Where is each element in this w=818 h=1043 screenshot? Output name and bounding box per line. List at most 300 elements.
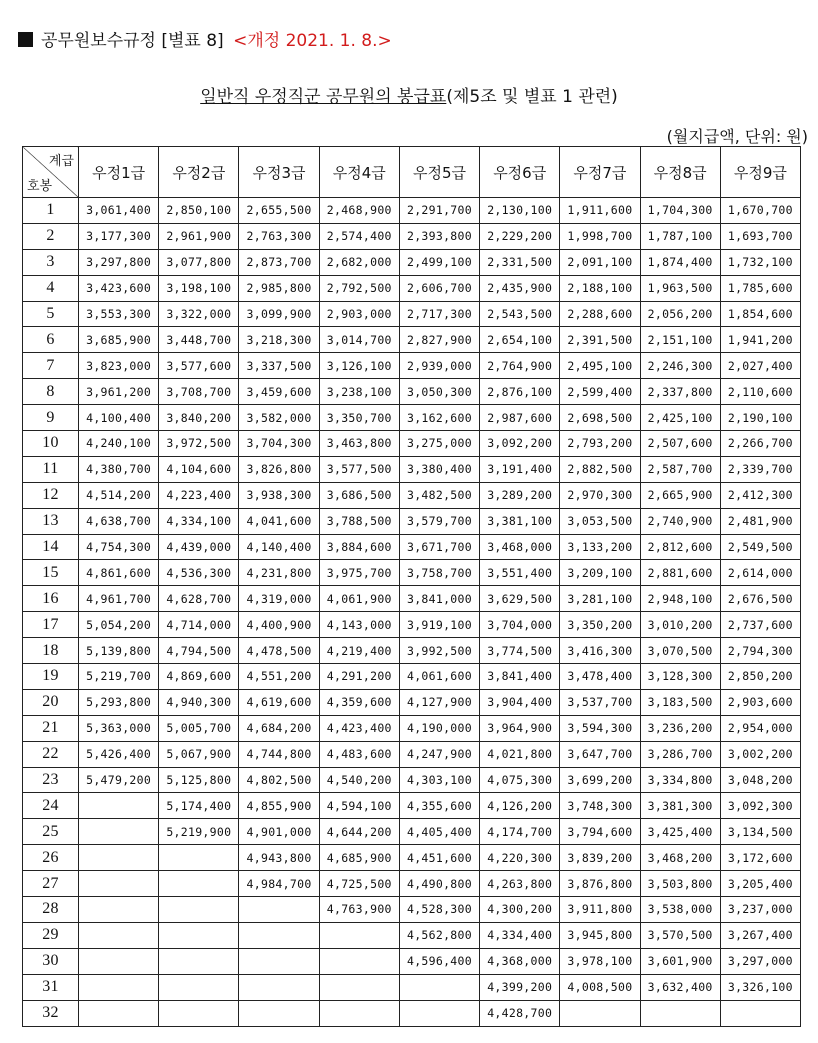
- pay-cell: 2,812,600: [640, 534, 720, 560]
- pay-cell: 3,577,600: [159, 353, 239, 379]
- pay-cell: 3,774,500: [480, 638, 560, 664]
- pay-cell: 4,536,300: [159, 560, 239, 586]
- pay-cell: 3,092,300: [720, 793, 800, 819]
- pay-cell: 2,794,300: [720, 638, 800, 664]
- pay-cell: 2,481,900: [720, 508, 800, 534]
- pay-cell: 1,693,700: [720, 223, 800, 249]
- step-cell: 13: [23, 508, 79, 534]
- pay-cell: 3,938,300: [239, 482, 319, 508]
- pay-cell: 3,099,900: [239, 301, 319, 327]
- pay-cell: 2,110,600: [720, 379, 800, 405]
- pay-cell: 2,655,500: [239, 198, 319, 224]
- pay-cell: 3,286,700: [640, 741, 720, 767]
- pay-table: [22, 146, 801, 1027]
- pay-cell: 2,391,500: [560, 327, 640, 353]
- pay-cell: 3,978,100: [560, 948, 640, 974]
- corner-step-label: 호봉: [27, 179, 53, 194]
- pay-cell: 4,240,100: [79, 431, 159, 457]
- pay-cell: 3,326,100: [720, 974, 800, 1000]
- pay-cell: 3,945,800: [560, 922, 640, 948]
- table-row: [23, 456, 801, 482]
- grade-header: 우정3급: [239, 147, 319, 198]
- pay-cell: 2,961,900: [159, 223, 239, 249]
- pay-cell: 2,939,000: [399, 353, 479, 379]
- pay-cell: 3,992,500: [399, 638, 479, 664]
- pay-cell: 2,665,900: [640, 482, 720, 508]
- pay-cell: 2,717,300: [399, 301, 479, 327]
- pay-cell: 4,540,200: [319, 767, 399, 793]
- pay-cell: 4,802,500: [239, 767, 319, 793]
- pay-cell: 3,537,700: [560, 689, 640, 715]
- table-row: [23, 612, 801, 638]
- pay-cell: [319, 1000, 399, 1026]
- pay-cell: 3,350,700: [319, 405, 399, 431]
- pay-cell: 2,425,100: [640, 405, 720, 431]
- pay-cell: 4,855,900: [239, 793, 319, 819]
- pay-cell: 1,704,300: [640, 198, 720, 224]
- pay-cell: [239, 897, 319, 923]
- pay-cell: 4,754,300: [79, 534, 159, 560]
- pay-cell: 2,654,100: [480, 327, 560, 353]
- pay-cell: [239, 948, 319, 974]
- grade-header: 우정7급: [560, 147, 640, 198]
- pay-cell: 3,162,600: [399, 405, 479, 431]
- step-cell: 17: [23, 612, 79, 638]
- pay-cell: 4,319,000: [239, 586, 319, 612]
- pay-cell: 1,941,200: [720, 327, 800, 353]
- table-row: [23, 508, 801, 534]
- table-row: [23, 845, 801, 871]
- corner-grade-label: 계급: [48, 154, 74, 169]
- pay-cell: 3,350,200: [560, 612, 640, 638]
- pay-cell: 3,070,500: [640, 638, 720, 664]
- table-row: [23, 664, 801, 690]
- header-row: [23, 147, 801, 198]
- step-cell: 27: [23, 871, 79, 897]
- table-row: [23, 223, 801, 249]
- grade-header: 우정5급: [399, 147, 479, 198]
- pay-cell: 2,331,500: [480, 249, 560, 275]
- pay-cell: 3,209,100: [560, 560, 640, 586]
- pay-cell: 4,596,400: [399, 948, 479, 974]
- pay-cell: 3,126,100: [319, 353, 399, 379]
- pay-cell: 3,172,600: [720, 845, 800, 871]
- pay-cell: 3,061,400: [79, 198, 159, 224]
- pay-cell: 2,903,000: [319, 301, 399, 327]
- pay-cell: 3,582,000: [239, 405, 319, 431]
- unit-note: (월지급액, 단위: 원): [666, 127, 808, 146]
- pay-cell: [159, 845, 239, 871]
- pay-cell: 3,010,200: [640, 612, 720, 638]
- step-cell: 1: [23, 198, 79, 224]
- table-row: [23, 534, 801, 560]
- pay-cell: 2,543,500: [480, 301, 560, 327]
- pay-cell: 2,873,700: [239, 249, 319, 275]
- pay-cell: 2,246,300: [640, 353, 720, 379]
- pay-cell: 2,574,400: [319, 223, 399, 249]
- pay-cell: 2,954,000: [720, 715, 800, 741]
- pay-cell: 4,021,800: [480, 741, 560, 767]
- pay-cell: 3,218,300: [239, 327, 319, 353]
- grade-header: 우정1급: [79, 147, 159, 198]
- pay-cell: 2,614,000: [720, 560, 800, 586]
- pay-cell: 4,380,700: [79, 456, 159, 482]
- pay-cell: 3,191,400: [480, 456, 560, 482]
- pay-cell: 3,133,200: [560, 534, 640, 560]
- pay-cell: 2,291,700: [399, 198, 479, 224]
- pay-cell: 3,177,300: [79, 223, 159, 249]
- pay-cell: 3,551,400: [480, 560, 560, 586]
- pay-cell: [640, 1000, 720, 1026]
- pay-cell: 4,901,000: [239, 819, 319, 845]
- pay-cell: 2,130,100: [480, 198, 560, 224]
- step-cell: 29: [23, 922, 79, 948]
- step-cell: 12: [23, 482, 79, 508]
- step-cell: 18: [23, 638, 79, 664]
- pay-cell: 2,435,900: [480, 275, 560, 301]
- step-cell: 31: [23, 974, 79, 1000]
- pay-cell: [79, 948, 159, 974]
- pay-cell: 4,638,700: [79, 508, 159, 534]
- table-row: [23, 301, 801, 327]
- pay-cell: 2,056,200: [640, 301, 720, 327]
- pay-cell: 3,839,200: [560, 845, 640, 871]
- pay-cell: 4,300,200: [480, 897, 560, 923]
- pay-cell: 4,355,600: [399, 793, 479, 819]
- pay-cell: 3,964,900: [480, 715, 560, 741]
- pay-cell: 4,562,800: [399, 922, 479, 948]
- pay-cell: 3,570,500: [640, 922, 720, 948]
- pay-cell: 3,577,500: [319, 456, 399, 482]
- pay-cell: 3,594,300: [560, 715, 640, 741]
- pay-cell: 3,297,000: [720, 948, 800, 974]
- pay-cell: [399, 1000, 479, 1026]
- table-row: [23, 974, 801, 1000]
- pay-cell: 4,140,400: [239, 534, 319, 560]
- table-row: [23, 948, 801, 974]
- pay-cell: 3,686,500: [319, 482, 399, 508]
- pay-cell: 3,699,200: [560, 767, 640, 793]
- pay-cell: 2,337,800: [640, 379, 720, 405]
- pay-cell: 3,380,400: [399, 456, 479, 482]
- step-cell: 4: [23, 275, 79, 301]
- pay-cell: 1,998,700: [560, 223, 640, 249]
- table-title-reference: (제5조 및 별표 1 관련): [446, 87, 618, 107]
- pay-cell: 4,644,200: [319, 819, 399, 845]
- table-row: [23, 819, 801, 845]
- pay-cell: 3,748,300: [560, 793, 640, 819]
- pay-cell: 3,841,000: [399, 586, 479, 612]
- pay-cell: 5,293,800: [79, 689, 159, 715]
- pay-cell: 4,943,800: [239, 845, 319, 871]
- pay-cell: 1,874,400: [640, 249, 720, 275]
- pay-cell: [159, 948, 239, 974]
- pay-cell: 3,629,500: [480, 586, 560, 612]
- pay-cell: 2,682,000: [319, 249, 399, 275]
- pay-cell: 3,050,300: [399, 379, 479, 405]
- pay-cell: 3,297,800: [79, 249, 159, 275]
- pay-cell: 2,763,300: [239, 223, 319, 249]
- pay-cell: 5,054,200: [79, 612, 159, 638]
- pay-cell: 3,289,200: [480, 482, 560, 508]
- pay-cell: 2,882,500: [560, 456, 640, 482]
- pay-cell: 2,188,100: [560, 275, 640, 301]
- pay-cell: 3,425,400: [640, 819, 720, 845]
- pay-cell: 3,053,500: [560, 508, 640, 534]
- pay-cell: 2,549,500: [720, 534, 800, 560]
- pay-cell: 3,794,600: [560, 819, 640, 845]
- pay-cell: 2,740,900: [640, 508, 720, 534]
- pay-cell: 4,423,400: [319, 715, 399, 741]
- pay-cell: 3,381,100: [480, 508, 560, 534]
- step-cell: 15: [23, 560, 79, 586]
- pay-cell: 3,884,600: [319, 534, 399, 560]
- pay-cell: 3,478,400: [560, 664, 640, 690]
- table-row: [23, 249, 801, 275]
- pay-cell: 4,220,300: [480, 845, 560, 871]
- step-cell: 21: [23, 715, 79, 741]
- pay-cell: 2,827,900: [399, 327, 479, 353]
- pay-cell: 5,139,800: [79, 638, 159, 664]
- pay-cell: 1,787,100: [640, 223, 720, 249]
- table-row: [23, 767, 801, 793]
- pay-cell: 3,841,400: [480, 664, 560, 690]
- table-title-main: 일반직 우정직군 공무원의 봉급표: [200, 87, 447, 107]
- pay-cell: 2,764,900: [480, 353, 560, 379]
- corner-cell: [23, 147, 79, 198]
- pay-cell: 5,067,900: [159, 741, 239, 767]
- grade-header: 우정2급: [159, 147, 239, 198]
- pay-cell: 3,459,600: [239, 379, 319, 405]
- step-cell: 14: [23, 534, 79, 560]
- step-cell: 8: [23, 379, 79, 405]
- pay-cell: 2,393,800: [399, 223, 479, 249]
- pay-cell: 3,482,500: [399, 482, 479, 508]
- pay-cell: [159, 922, 239, 948]
- pay-cell: 3,704,300: [239, 431, 319, 457]
- pay-cell: 2,850,200: [720, 664, 800, 690]
- table-row: [23, 638, 801, 664]
- table-row: [23, 327, 801, 353]
- pay-cell: 3,961,200: [79, 379, 159, 405]
- table-row: [23, 482, 801, 508]
- table-row: [23, 793, 801, 819]
- pay-cell: 2,876,100: [480, 379, 560, 405]
- pay-cell: 2,985,800: [239, 275, 319, 301]
- pay-cell: 4,439,000: [159, 534, 239, 560]
- pay-cell: 1,963,500: [640, 275, 720, 301]
- pay-cell: 4,684,200: [239, 715, 319, 741]
- pay-cell: 4,490,800: [399, 871, 479, 897]
- table-row: [23, 715, 801, 741]
- pay-cell: 4,190,000: [399, 715, 479, 741]
- pay-cell: 4,940,300: [159, 689, 239, 715]
- pay-cell: 2,190,100: [720, 405, 800, 431]
- pay-cell: 3,423,600: [79, 275, 159, 301]
- pay-cell: 4,399,200: [480, 974, 560, 1000]
- regulation-name: 공무원보수규정 [별표 8]: [41, 31, 224, 51]
- step-cell: 11: [23, 456, 79, 482]
- pay-cell: 4,714,000: [159, 612, 239, 638]
- step-cell: 7: [23, 353, 79, 379]
- pay-cell: [319, 922, 399, 948]
- pay-cell: 3,381,300: [640, 793, 720, 819]
- pay-cell: 4,334,400: [480, 922, 560, 948]
- pay-cell: 4,869,600: [159, 664, 239, 690]
- pay-cell: 4,478,500: [239, 638, 319, 664]
- pay-cell: 2,495,100: [560, 353, 640, 379]
- pay-cell: 3,823,000: [79, 353, 159, 379]
- pay-cell: 3,826,800: [239, 456, 319, 482]
- pay-cell: 3,788,500: [319, 508, 399, 534]
- pay-cell: 4,405,400: [399, 819, 479, 845]
- pay-cell: 3,463,800: [319, 431, 399, 457]
- pay-cell: 2,468,900: [319, 198, 399, 224]
- pay-cell: [239, 1000, 319, 1026]
- pay-cell: 3,322,000: [159, 301, 239, 327]
- pay-cell: 3,092,200: [480, 431, 560, 457]
- grade-header: 우정9급: [720, 147, 800, 198]
- pay-cell: 3,238,100: [319, 379, 399, 405]
- pay-cell: 2,412,300: [720, 482, 800, 508]
- table-row: [23, 1000, 801, 1026]
- pay-cell: [79, 871, 159, 897]
- step-cell: 5: [23, 301, 79, 327]
- grade-header: 우정8급: [640, 147, 720, 198]
- pay-cell: 2,339,700: [720, 456, 800, 482]
- pay-cell: 3,601,900: [640, 948, 720, 974]
- pay-cell: [79, 922, 159, 948]
- table-row: [23, 560, 801, 586]
- step-cell: 23: [23, 767, 79, 793]
- pay-cell: 3,671,700: [399, 534, 479, 560]
- pay-cell: [159, 1000, 239, 1026]
- pay-cell: 4,100,400: [79, 405, 159, 431]
- table-row: [23, 897, 801, 923]
- pay-cell: 5,363,000: [79, 715, 159, 741]
- pay-cell: 1,854,600: [720, 301, 800, 327]
- pay-cell: 3,002,200: [720, 741, 800, 767]
- pay-cell: 4,219,400: [319, 638, 399, 664]
- pay-cell: 3,685,900: [79, 327, 159, 353]
- pay-cell: 1,732,100: [720, 249, 800, 275]
- pay-cell: 4,104,600: [159, 456, 239, 482]
- pay-cell: 4,291,200: [319, 664, 399, 690]
- pay-cell: 3,975,700: [319, 560, 399, 586]
- pay-cell: 4,725,500: [319, 871, 399, 897]
- pay-cell: 4,763,900: [319, 897, 399, 923]
- pay-cell: [319, 948, 399, 974]
- pay-cell: 4,174,700: [480, 819, 560, 845]
- grade-header: 우정6급: [480, 147, 560, 198]
- regulation-header: [18, 26, 392, 51]
- pay-cell: [159, 974, 239, 1000]
- pay-cell: 2,987,600: [480, 405, 560, 431]
- pay-cell: 4,223,400: [159, 482, 239, 508]
- pay-cell: 3,840,200: [159, 405, 239, 431]
- pay-cell: 3,579,700: [399, 508, 479, 534]
- pay-cell: 3,236,200: [640, 715, 720, 741]
- pay-cell: 4,127,900: [399, 689, 479, 715]
- pay-cell: 3,281,100: [560, 586, 640, 612]
- pay-cell: [159, 897, 239, 923]
- pay-cell: 5,479,200: [79, 767, 159, 793]
- pay-cell: 3,334,800: [640, 767, 720, 793]
- pay-cell: 4,619,600: [239, 689, 319, 715]
- pay-cell: 3,183,500: [640, 689, 720, 715]
- pay-cell: 3,468,000: [480, 534, 560, 560]
- pay-cell: 2,792,500: [319, 275, 399, 301]
- table-row: [23, 689, 801, 715]
- pay-cell: 4,075,300: [480, 767, 560, 793]
- pay-cell: 4,143,000: [319, 612, 399, 638]
- table-row: [23, 741, 801, 767]
- pay-cell: 5,174,400: [159, 793, 239, 819]
- pay-cell: 4,594,100: [319, 793, 399, 819]
- pay-cell: 5,125,800: [159, 767, 239, 793]
- pay-cell: 2,599,400: [560, 379, 640, 405]
- step-cell: 26: [23, 845, 79, 871]
- pay-cell: 2,903,600: [720, 689, 800, 715]
- pay-cell: 4,861,600: [79, 560, 159, 586]
- pay-cell: 3,876,800: [560, 871, 640, 897]
- pay-cell: 2,507,600: [640, 431, 720, 457]
- table-row: [23, 871, 801, 897]
- pay-cell: 4,685,900: [319, 845, 399, 871]
- pay-cell: 3,632,400: [640, 974, 720, 1000]
- pay-cell: [79, 1000, 159, 1026]
- step-cell: 3: [23, 249, 79, 275]
- pay-cell: 3,972,500: [159, 431, 239, 457]
- pay-cell: 3,553,300: [79, 301, 159, 327]
- pay-cell: 2,229,200: [480, 223, 560, 249]
- pay-cell: 3,911,800: [560, 897, 640, 923]
- step-cell: 22: [23, 741, 79, 767]
- step-cell: 32: [23, 1000, 79, 1026]
- grade-header: 우정4급: [319, 147, 399, 198]
- pay-cell: 2,266,700: [720, 431, 800, 457]
- pay-cell: 3,416,300: [560, 638, 640, 664]
- step-cell: 6: [23, 327, 79, 353]
- square-bullet-icon: [18, 32, 33, 47]
- pay-cell: 4,514,200: [79, 482, 159, 508]
- pay-cell: [319, 974, 399, 1000]
- pay-cell: 2,793,200: [560, 431, 640, 457]
- pay-cell: 4,551,200: [239, 664, 319, 690]
- step-cell: 9: [23, 405, 79, 431]
- pay-cell: 2,737,600: [720, 612, 800, 638]
- step-cell: 25: [23, 819, 79, 845]
- pay-cell: 2,606,700: [399, 275, 479, 301]
- pay-cell: 2,948,100: [640, 586, 720, 612]
- pay-cell: 4,334,100: [159, 508, 239, 534]
- pay-cell: 3,468,200: [640, 845, 720, 871]
- pay-cell: 2,499,100: [399, 249, 479, 275]
- pay-cell: 2,288,600: [560, 301, 640, 327]
- pay-cell: 3,237,000: [720, 897, 800, 923]
- step-cell: 19: [23, 664, 79, 690]
- pay-cell: 5,219,900: [159, 819, 239, 845]
- pay-cell: 2,676,500: [720, 586, 800, 612]
- table-row: [23, 275, 801, 301]
- pay-cell: [79, 974, 159, 1000]
- table-title: [0, 82, 818, 107]
- pay-cell: 3,448,700: [159, 327, 239, 353]
- pay-cell: 5,005,700: [159, 715, 239, 741]
- pay-cell: 2,970,300: [560, 482, 640, 508]
- pay-cell: 3,704,000: [480, 612, 560, 638]
- pay-cell: [79, 845, 159, 871]
